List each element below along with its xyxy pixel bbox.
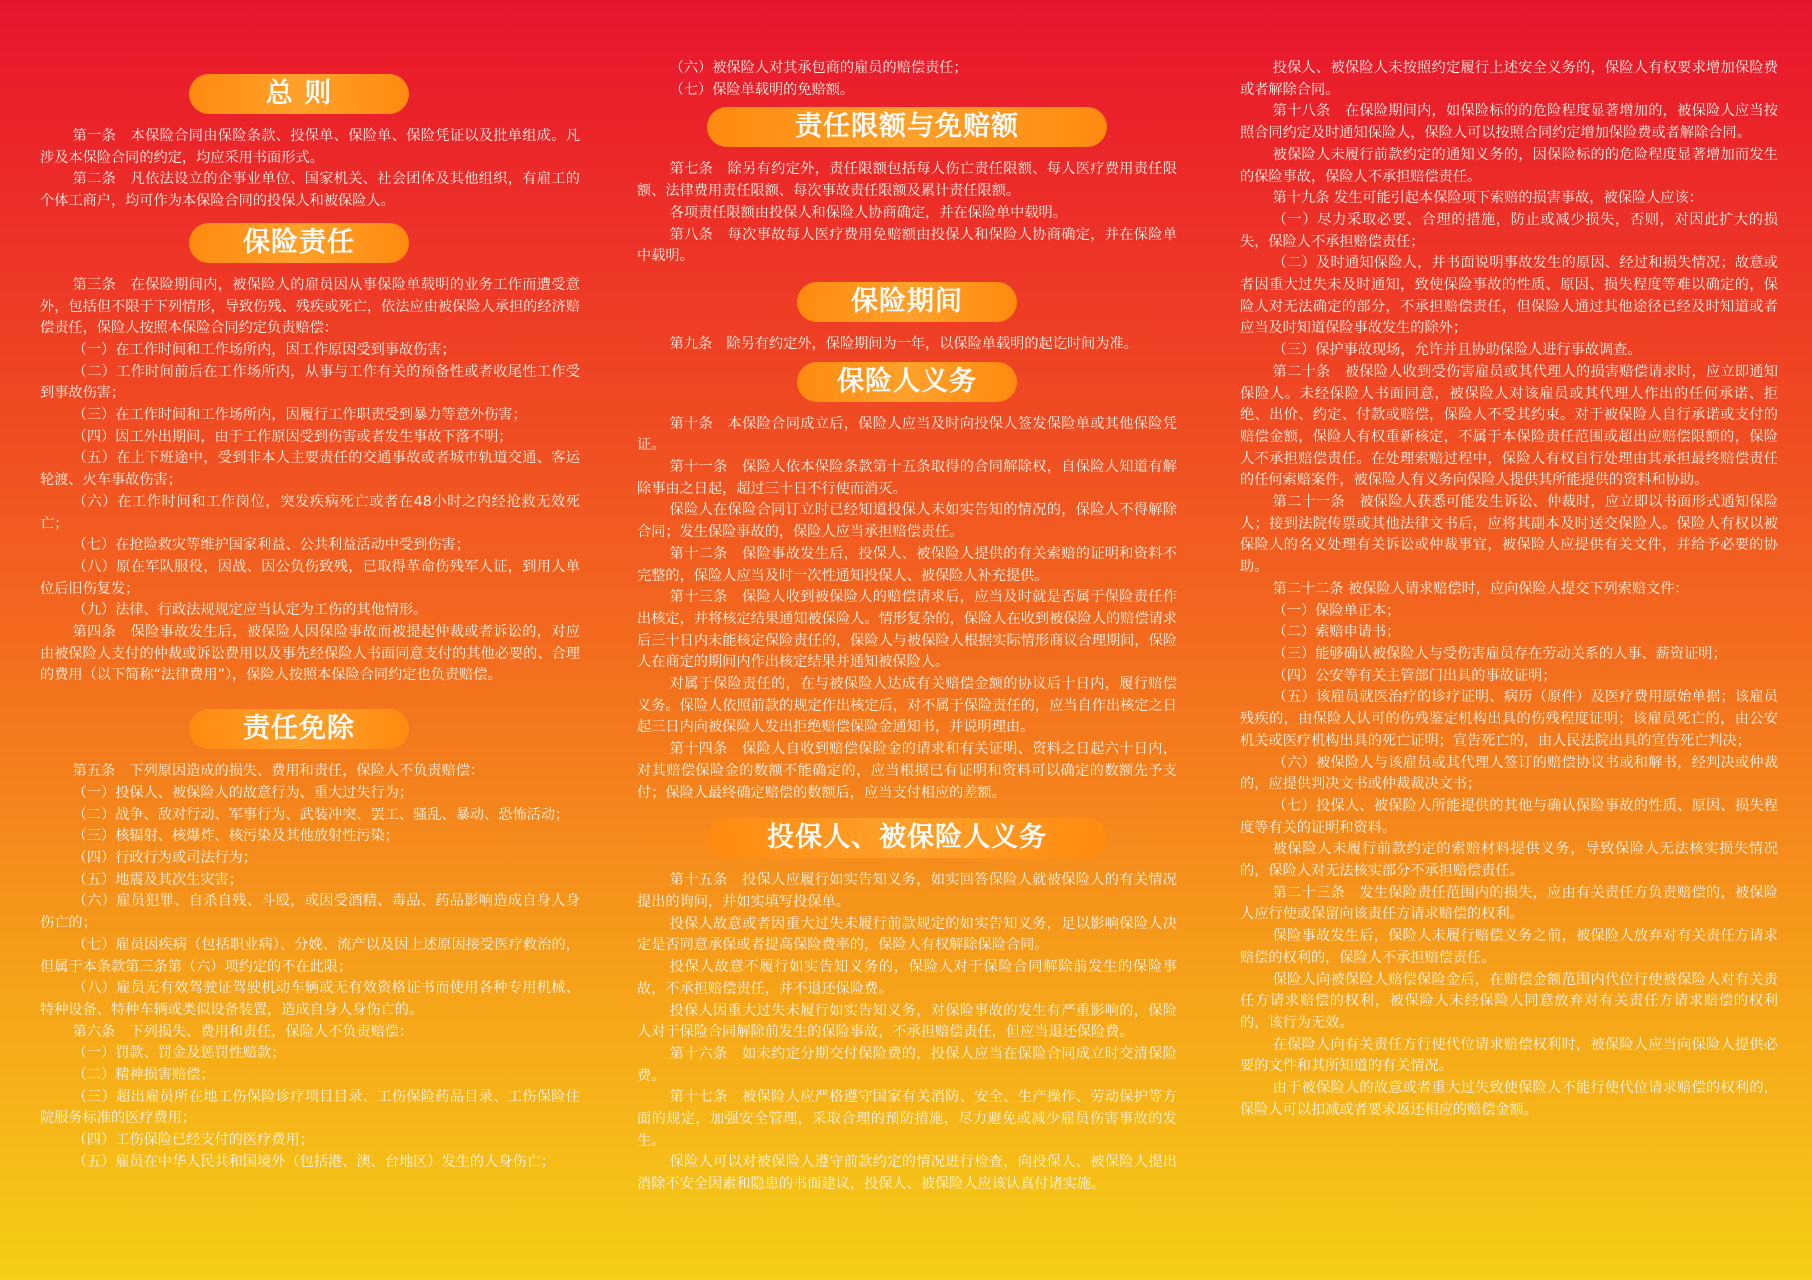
clause-paragraph: （一）投保人、被保险人的故意行为、重大过失行为；: [72, 784, 414, 801]
clause-paragraph: （三）核辐射、核爆炸、核污染及其他放射性污染；: [72, 828, 399, 845]
clause-paragraph: （八）原在军队服役，因战、因公负伤致残，已取得革命伤残军人证，到用人单位后旧伤复发；: [40, 558, 580, 597]
section: [40, 709, 580, 1173]
column-3: [1240, 58, 1778, 1121]
clause-paragraph: 第十四条 保险人自收到赔偿保险金的请求和有关证明、资料之日起六十日内，对其赔偿保险金的数额不能确定的，应当根据已有证明和资料可以确定的数额先予支付；保险人最终确定赔偿的数额后，应当支付相应的差额。: [637, 741, 1177, 801]
clause-paragraph: 第四条 保险事故发生后，被保险人因保险事故而被提起仲裁或者诉讼的，对应由被保险人支付的仲裁或诉讼费用以及事先经保险人书面同意支付的其他必要的、合理的费用（以下简称“法律费用”），保险人按照本保险合同约定也负责赔偿。: [40, 624, 580, 684]
clause-paragraph: 第一条 本保险合同由保险条款、投保单、保险单、保险凭证以及批单组成。凡涉及本保险合同的约定，均应采用书面形式。: [40, 128, 580, 166]
clause-paragraph: 第九条 除另有约定外，保险期间为一年，以保险单载明的起讫时间为准。: [669, 335, 1138, 352]
clause-paragraph: （七）雇员因疾病（包括职业病）、分娩、流产以及因上述原因接受医疗救治的，但属于本条款第三条第（六）项约定的不在此限；: [40, 936, 580, 975]
section-title: 保险期间: [797, 282, 1017, 322]
clause-paragraph: 在保险人向有关责任方行使代位请求赔偿权利时，被保险人应当向保险人提供必要的文件和其所知道的有关情况。: [1240, 1036, 1778, 1075]
clause-paragraph: （二）精神损害赔偿；: [72, 1067, 215, 1084]
clause-paragraph: 保险人向被保险人赔偿保险金后，在赔偿金额范围内代位行使被保险人对有关责任方请求赔偿的权利，被保险人未经保险人同意放弃对有关责任方请求赔偿的权利的，该行为无效。: [1240, 971, 1778, 1031]
clause-paragraph: 第十五条 投保人应履行如实告知义务，如实回答保险人就被保险人的有关情况提出的询问，并如实填写投保单。: [637, 872, 1177, 910]
section-title: 保险人义务: [797, 362, 1017, 402]
clause-paragraph: （四）行政行为或司法行为；: [72, 849, 258, 866]
clause-paragraph: （一）在工作时间和工作场所内，因工作原因受到事故伤害；: [72, 341, 456, 358]
clause-paragraph: （一）保险单正本；: [1272, 602, 1401, 619]
section: [637, 818, 1177, 1196]
clause-paragraph: （六）被保险人对其承包商的雇员的赔偿责任；: [669, 60, 968, 76]
clause-paragraph: 保险人可以对被保险人遵守前款约定的情况进行检查，向投保人、被保险人提出消除不安全因素和隐患的书面建议，投保人、被保险人应该认真付诸实施。: [637, 1154, 1177, 1193]
section: [637, 107, 1177, 268]
section-title: 责任限额与免赔额: [707, 107, 1107, 147]
clause-paragraph: （二）索赔申请书；: [1272, 624, 1401, 641]
clause-paragraph: （五）在上下班途中，受到非本人主要责任的交通事故或者城市轨道交通、客运轮渡、火车事故伤害；: [40, 450, 580, 489]
clause-paragraph: 第二十一条 被保险人获悉可能发生诉讼、仲裁时，应立即以书面形式通知保险人；接到法院传票或其他法律文书后，应将其副本及时送交保险人。保险人有权以被保险人的名义处理有关诉讼或仲裁事宜，被保险人应提供有关文件，并给予必要的协助。: [1240, 494, 1778, 576]
clause-paragraph: 投保人故意不履行如实告知义务的，保险人对于保险合同解除前发生的保险事故，不承担赔偿责任，并不退还保险费。: [637, 959, 1177, 997]
clause-paragraph: 第十七条 被保险人应严格遵守国家有关消防、安全、生产操作、劳动保护等方面的规定，加强安全管理，采取合理的预防措施，尽力避免或减少雇员伤害事故的发生。: [637, 1089, 1177, 1149]
clause-paragraph: （四）工伤保险已经支付的医疗费用；: [72, 1132, 314, 1149]
clause-paragraph: 第二条 凡依法设立的企事业单位、国家机关、社会团体及其他组织，有雇工的个体工商户，均可作为本保险合同的投保人和被保险人。: [40, 171, 580, 210]
clause-paragraph: （七）在抢险救灾等维护国家利益、公共利益活动中受到伤害；: [72, 537, 470, 554]
clause-paragraph: （七）投保人、被保险人所能提供的其他与确认保险事故的性质、原因、损失程度等有关的证明和资料。: [1240, 797, 1778, 836]
clause-paragraph: （一）尽力采取必要、合理的措施，防止或减少损失，否则，对因此扩大的损失，保险人不承担赔偿责任；: [1240, 211, 1778, 250]
clause-paragraph: （二）工作时间前后在工作场所内，从事与工作有关的预备性或者收尾性工作受到事故伤害；: [40, 363, 580, 402]
clause-paragraph: （一）罚款、罚金及惩罚性赔款；: [72, 1045, 286, 1062]
clause-paragraph: 被保险人未履行前款约定的索赔材料提供义务，导致保险人无法核实损失情况的，保险人对无法核实部分不承担赔偿责任。: [1240, 841, 1778, 880]
clause-paragraph: 第十八条 在保险期间内，如保险标的的危险程度显著增加的，被保险人应当按照合同约定及时通知保险人，保险人可以按照合同约定增加保险费或者解除合同。: [1240, 103, 1778, 142]
section: [637, 362, 1177, 805]
clause-paragraph: 投保人、被保险人未按照约定履行上述安全义务的，保险人有权要求增加保险费或者解除合同。: [1240, 60, 1778, 98]
clause-paragraph: （二）及时通知保险人，并书面说明事故发生的原因、经过和损失情况；故意或者因重大过失未及时通知，致使保险事故的性质、原因、损失程度等难以确定的，保险人对无法确定的部分，不承担赔偿责任，但保险人通过其他途径已经及时知道或者应当及时知道保险事故发生的除外；: [1240, 255, 1778, 337]
section: [1240, 58, 1778, 1121]
clause-paragraph: （二）战争、敌对行动、军事行为、武装冲突、罢工、骚乱、暴动、恐怖活动；: [72, 806, 570, 823]
clause-paragraph: 第二十二条 被保险人请求赔偿时，应向保险人提交下列索赔文件：: [1272, 580, 1689, 597]
clause-paragraph: 由于被保险人的故意或者重大过失致使保险人不能行使代位请求赔偿的权利的，保险人可以扣减或者要求返还相应的赔偿金额。: [1240, 1080, 1778, 1118]
section-title: 投保人、被保险人义务: [707, 818, 1107, 858]
clause-paragraph: （四）公安等有关主管部门出具的事故证明；: [1272, 667, 1557, 684]
section: [40, 74, 580, 213]
clause-paragraph: 第七条 除另有约定外，责任限额包括每人伤亡责任限额、每人医疗费用责任限额、法律费用责任限额、每次事故责任限额及累计责任限额。: [637, 161, 1177, 200]
clause-paragraph: （三）超出雇员所在地工伤保险诊疗项目目录、工伤保险药品目录、工伤保险住院服务标准的医疗费用；: [40, 1088, 580, 1127]
clause-paragraph: 第十六条 如未约定分期交付保险费的，投保人应当在保险合同成立时交清保险费。: [637, 1045, 1177, 1084]
clause-paragraph: 第六条 下列损失、费用和责任，保险人不负责赔偿：: [72, 1023, 414, 1040]
clause-paragraph: （七）保险单载明的免赔额。: [669, 81, 855, 98]
clause-paragraph: （五）地震及其次生灾害；: [72, 871, 243, 888]
clause-paragraph: 保险人在保险合同订立时已经知道投保人未如实告知的情况的，保险人不得解除合同；发生保险事故的，保险人应当承担赔偿责任。: [637, 502, 1177, 541]
clause-paragraph: 第二十条 被保险人收到受伤害雇员或其代理人的损害赔偿请求时，应立即通知保险人。未经保险人书面同意，被保险人对该雇员或其代理人作出的任何承诺、拒绝、出价、约定、付款或赔偿，保险人不受其约束。对于被保险人自行承诺或支付的赔偿金额，保险人有权重新核定，不属于本保险责任范围或超出应赔偿限额的，保险人不承担赔偿责任。在处理索赔过程中，保险人有权自行处理由其承担最终赔偿责任的任何索赔案件，被保险人有义务向保险人提供其所能提供的资料和协助。: [1240, 363, 1778, 489]
clause-paragraph: （三）在工作时间和工作场所内，因履行工作职责受到暴力等意外伤害；: [72, 407, 527, 424]
clause-paragraph: 第八条 每次事故每人医疗费用免赔额由投保人和保险人协商确定，并在保险单中载明。: [637, 226, 1177, 265]
clause-paragraph: 投保人故意或者因重大过失未履行前款规定的如实告知义务，足以影响保险人决定是否同意承保或者提高保险费率的，保险人有权解除保险合同。: [637, 915, 1177, 954]
clause-paragraph: （五）该雇员就医治疗的诊疗证明、病历（原件）及医疗费用原始单据；该雇员残疾的，由保险人认可的伤残鉴定机构出具的伤残程度证明；该雇员死亡的，由公安机关或医疗机构出具的死亡证明；宣告死亡的，由人民法院出具的宣告死亡判决；: [1240, 689, 1778, 749]
clause-paragraph: 第三条 在保险期间内，被保险人的雇员因从事保险单载明的业务工作而遭受意外，包括但不限于下列情形，导致伤残、残疾或死亡，依法应由被保险人承担的经济赔偿责任，保险人按照本保险合同约定负责赔偿：: [40, 276, 580, 337]
clause-paragraph: 保险事故发生后，保险人未履行赔偿义务之前，被保险人放弃对有关责任方请求赔偿的权利的，保险人不承担赔偿责任。: [1240, 928, 1778, 966]
clause-paragraph: （六）在工作时间和工作岗位，突发疾病死亡或者在48小时之内经抢救无效死亡；: [40, 493, 580, 532]
clause-paragraph: 投保人因重大过失未履行如实告知义务，对保险事故的发生有严重影响的，保险人对于保险合同解除前发生的保险事故，不承担赔偿责任，但应当退还保险费。: [637, 1002, 1177, 1041]
section: [637, 58, 1177, 101]
clause-paragraph: 第十九条 发生可能引起本保险项下索赔的损害事故，被保险人应该：: [1272, 190, 1703, 207]
section: [40, 223, 580, 687]
clause-paragraph: （四）因工外出期间，由于工作原因受到伤害或者发生事故下落不明；: [72, 428, 513, 445]
clause-paragraph: （六）雇员犯罪、自杀自残、斗殴，或因受酒精、毒品、药品影响造成自身人身伤亡的；: [40, 893, 580, 932]
clause-paragraph: （八）雇员无有效驾驶证驾驶机动车辆或无有效资格证书而使用各种专用机械、特种设备、特种车辆或类似设备装置，造成自身人身伤亡的。: [40, 980, 580, 1018]
clause-paragraph: （六）被保险人与该雇员或其代理人签订的赔偿协议书或和解书，经判决或仲裁的，应提供判决文书或仲裁裁决文书；: [1240, 754, 1778, 793]
section-title: 保险责任: [189, 223, 409, 263]
clause-paragraph: （五）雇员在中华人民共和国境外（包括港、澳、台地区）发生的人身伤亡；: [72, 1153, 556, 1170]
clause-paragraph: 第十一条 保险人依本保险条款第十五条取得的合同解除权，自保险人知道有解除事由之日起，超过三十日不行使而消灭。: [637, 459, 1177, 497]
clause-paragraph: 第五条 下列原因造成的损失、费用和责任，保险人不负责赔偿：: [72, 763, 485, 780]
clause-paragraph: （九）法律、行政法规规定应当认定为工伤的其他情形。: [72, 602, 428, 619]
section-title: 总 则: [189, 74, 409, 114]
clause-paragraph: 第二十三条 发生保险责任范围内的损失，应由有关责任方负责赔偿的，被保险人应行使或保留向该责任方请求赔偿的权利。: [1240, 884, 1778, 923]
clause-paragraph: 被保险人未履行前款约定的通知义务的，因保险标的的危险程度显著增加而发生的保险事故，保险人不承担赔偿责任。: [1240, 146, 1778, 185]
clause-paragraph: 第十条 本保险合同成立后，保险人应当及时向投保人签发保险单或其他保险凭证。: [637, 415, 1177, 454]
clause-paragraph: （三）能够确认被保险人与受伤害雇员存在劳动关系的人事、薪资证明；: [1272, 645, 1727, 662]
section-title: 责任免除: [189, 709, 409, 749]
clause-paragraph: 第十三条 保险人收到被保险人的赔偿请求后，应当及时就是否属于保险责任作出核定，并将核定结果通知被保险人。情形复杂的，保险人在收到被保险人的赔偿请求后三十日内未能核定保险责任的，保险人与被保险人根据实际情形商议合理期间，保险人在商定的期间内作出核定结果并通知被保险人。: [637, 589, 1177, 671]
clause-paragraph: （三）保护事故现场，允许并且协助保险人进行事故调查。: [1272, 342, 1642, 359]
clause-paragraph: 对属于保险责任的，在与被保险人达成有关赔偿金额的协议后十日内，履行赔偿义务。保险人依照前款的规定作出核定后，对不属于保险责任的，应当自作出核定之日起三日内向被保险人发出拒绝赔偿保险金通知书，并说明理由。: [637, 676, 1177, 736]
section: [637, 282, 1177, 356]
clause-paragraph: 各项责任限额由投保人和保险人协商确定，并在保险单中载明。: [669, 204, 1067, 221]
clause-paragraph: 第十二条 保险事故发生后，投保人、被保险人提供的有关索赔的证明和资料不完整的，保险人应当及时一次性通知投保人、被保险人补充提供。: [637, 545, 1177, 584]
column-1: [40, 68, 580, 1174]
column-2: [637, 58, 1177, 1196]
